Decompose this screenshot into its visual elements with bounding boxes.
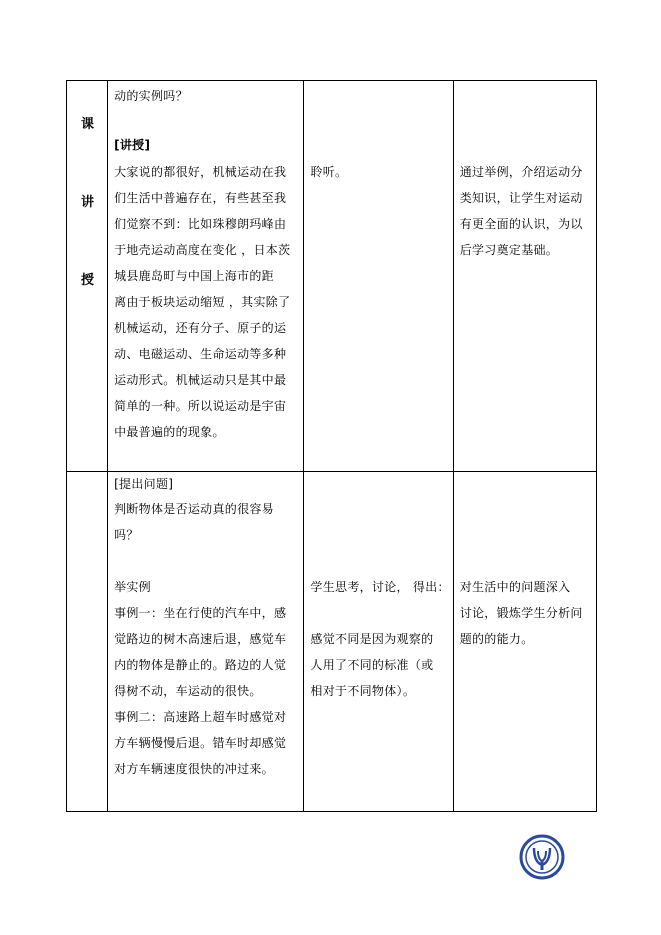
teaching-content-cell (108, 81, 304, 472)
content-line: 得树不动，车运动的很快。 (114, 684, 262, 698)
content-line: 们生活中普遍存在，有些甚至我 (114, 191, 287, 205)
content-line: 判断物体是否运动真的很容易 (114, 502, 274, 516)
content-line: 事例一：坐在行使的汽车中，感 (114, 606, 287, 620)
content-line: 简单的一种。所以说运动是宇宙 (114, 399, 287, 413)
intent-line: 对生活中的问题深入 (459, 580, 571, 594)
lesson-table (66, 80, 597, 812)
intent-line: 通过举例，介绍运动分 (459, 165, 583, 179)
side-label-cell-empty (67, 472, 108, 812)
intent-line: 题的的能力。 (459, 632, 534, 646)
content-line: 对方车辆速度很快的冲过来。 (114, 762, 274, 776)
activity-line: 人用了不同的标准（或 (310, 658, 434, 672)
content-line: 中最普遍的的现象。 (114, 425, 225, 439)
side-label-3: 授 (81, 273, 95, 288)
student-activity-cell (304, 81, 453, 472)
activity-line: 感觉不同是因为观察的 (310, 632, 434, 646)
content-line: 动的实例吗？ (114, 89, 188, 103)
activity-line: 相对于不同物体）。 (310, 684, 416, 698)
design-intent-cell (453, 472, 596, 812)
intent-line: 有更全面的认识，为以 (459, 217, 583, 231)
content-line: 于地壳运动高度在变化 ，日本茨 (114, 243, 291, 257)
content-line: 大家说的都很好，机械运动在我 (114, 165, 287, 179)
table-row (67, 472, 597, 812)
activity-line: 学生思考，讨论， 得出： (310, 580, 450, 594)
intent-line: 后学习奠定基础。 (459, 243, 559, 257)
content-line: 举实例 (114, 580, 151, 594)
student-activity-cell (304, 472, 453, 812)
content-line: 内的物体是静止的。路边的人觉 (114, 658, 287, 672)
content-line: [提出问题] (114, 477, 174, 491)
content-line: 城县鹿岛町与中国上海市的距 (114, 269, 274, 283)
content-line: 动、电磁运动、生命运动等多种 (114, 347, 287, 361)
content-line: [讲授] (114, 138, 151, 152)
content-line: 吗？ (114, 528, 139, 542)
school-emblem-icon (519, 834, 565, 880)
table-row (67, 81, 597, 472)
content-line: 们觉察不到：比如珠穆朗玛峰由 (114, 217, 287, 231)
content-line: 事例二：高速路上超车时感觉对 (114, 710, 287, 724)
intent-line: 讨论，锻炼学生分析问 (459, 606, 583, 620)
content-line: 觉路边的树木高速后退，感觉车 (114, 632, 287, 646)
side-label-cell (67, 81, 108, 472)
side-label-1: 课 (81, 117, 95, 132)
design-intent-cell (453, 81, 596, 472)
content-line: 机械运动，还有分子、原子的运 (114, 321, 287, 335)
teaching-content-cell (108, 472, 304, 812)
side-label-2: 讲 (81, 195, 95, 210)
content-line: 离由于板块运动缩短 ，其实除了 (114, 295, 291, 309)
intent-line: 类知识，让学生对运动 (459, 191, 583, 205)
content-line: 方车辆慢慢后退。错车时却感觉 (114, 736, 287, 750)
content-line: 运动形式。机械运动只是其中最 (114, 373, 287, 387)
activity-line: 聆听。 (310, 165, 348, 179)
